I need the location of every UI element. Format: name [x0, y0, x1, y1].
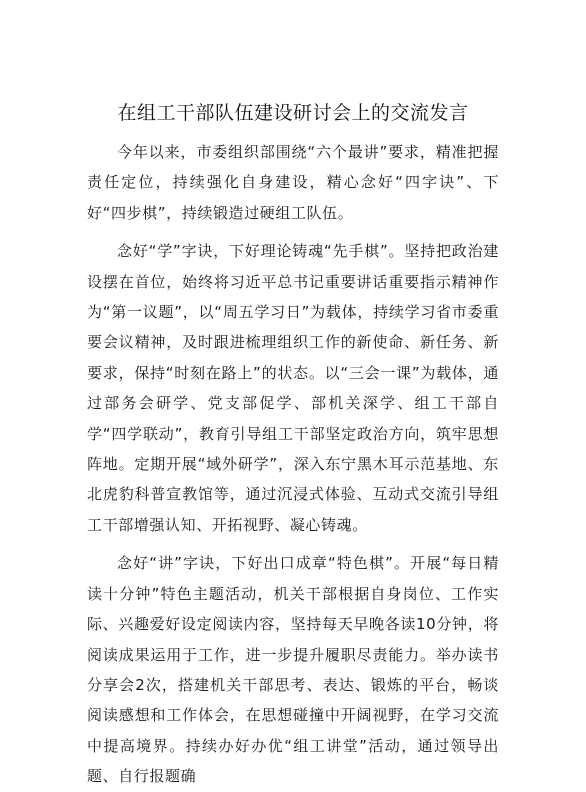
paragraph-intro: 今年以来，市委组织部围绕“六个最讲”要求，精准把握责任定位，持续强化自身建设，精心念好“四字诀”、下好“四步棋”，持续锻造过硬组工队伍。: [87, 143, 499, 222]
document-body: [87, 137, 499, 792]
paragraph-study: 念好“学”字诀，下好理论铸魂“先手棋”。坚持把政治建设摆在首位，始终将习近平总书记重要讲话重要指示精神作为“第一议题”，以“周五学习日”为载体，持续学习省市委重要会议精神，及时跟进梳理组织工作的新使命、新任务、新要求，保持“时刻在路上”的状态。以“三会一课”为载体，通过部务会研学、党支部促学、部机关深学、组工干部自学“四学联动”，教育引导组工干部坚定政治方向，筑牢思想阵地。定期开展“域外研学”，深入东宁黑木耳示范基地、东北虎豹科普宣教馆等，通过沉浸式体验、互动式交流引导组工干部增强认知、开拓视野、凝心铸魂。: [87, 242, 499, 534]
paragraph-speak: 念好“讲”字诀，下好出口成章“特色棋”。开展“每日精读十分钟”特色主题活动，机关干部根据自身岗位、工作实际、兴趣爱好设定阅读内容，坚持每天早晚各读10分钟，将阅读成果运用于工作，进一步提升履职尽责能力。举办读书分享会2次，搭建机关干部思考、表达、锻炼的平台，畅谈阅读感想和工作体会，在思想碰撞中开阔视野，在学习交流中提高境界。持续办好办优“组工讲堂”活动，通过领导出题、自行报题确: [87, 554, 499, 786]
document-title: 在组工干部队伍建设研讨会上的交流发言: [117, 102, 469, 124]
